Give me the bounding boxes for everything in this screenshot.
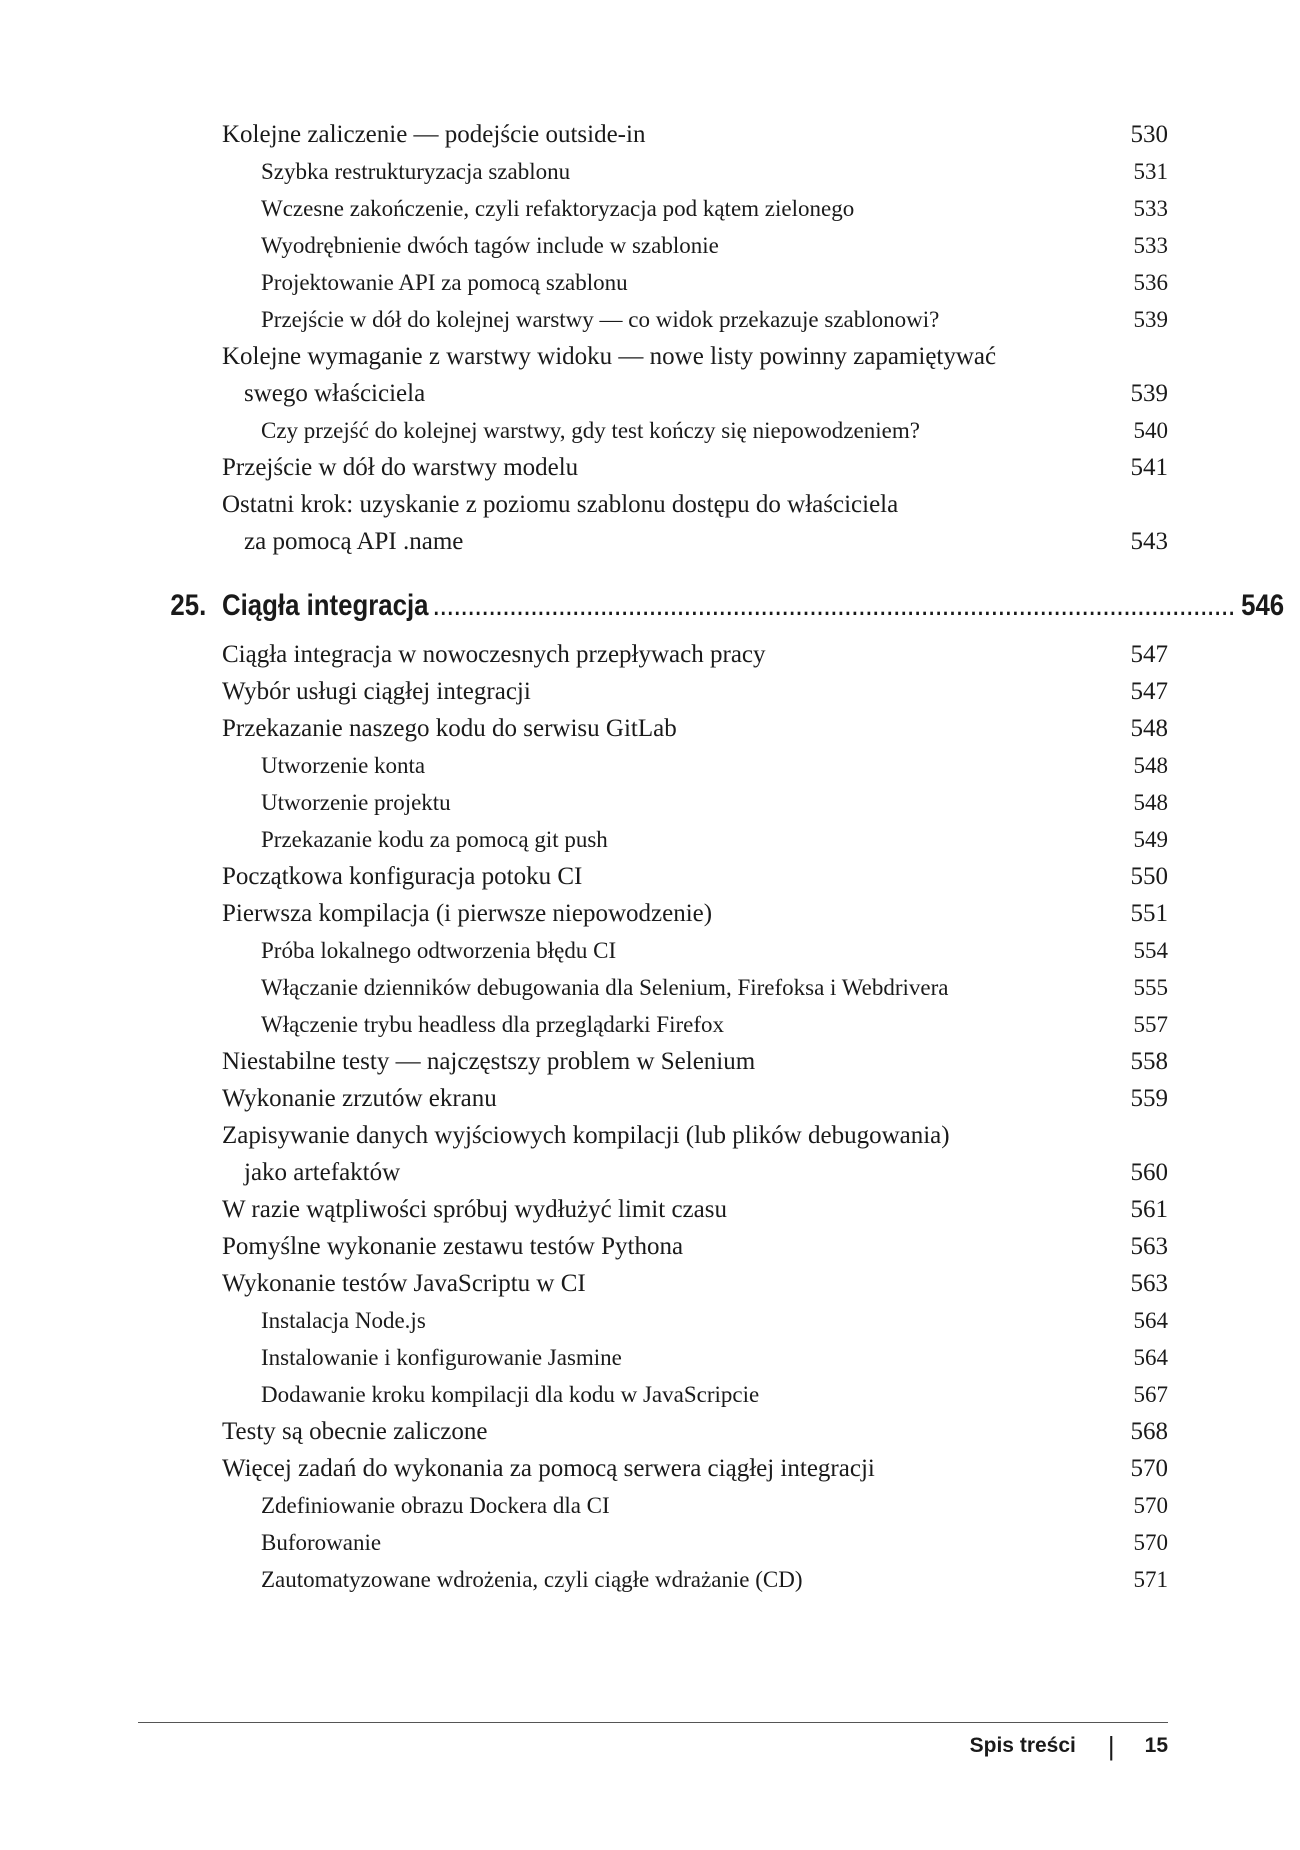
table-of-contents: [170, 116, 1285, 1598]
toc-entry-title-text: Zdefiniowanie obrazu Dockera dla CI: [261, 1493, 610, 1518]
toc-entry-page-number: 554: [1133, 938, 1168, 963]
chapter-heading: [170, 576, 1285, 636]
toc-entry: [222, 1228, 1168, 1265]
toc-entry: [222, 1080, 1168, 1117]
toc-entry-title-text: Próba lokalnego odtworzenia błędu CI: [261, 938, 617, 963]
toc-entry: [222, 486, 1168, 560]
toc-entry-title-text: Instalacja Node.js: [261, 1308, 426, 1333]
toc-entry-page-number: 531: [1133, 159, 1168, 184]
toc-entry-title: [222, 1450, 1168, 1487]
toc-entry-page-number: 548: [1133, 790, 1168, 815]
toc-entry-title-text: Utworzenie konta: [261, 753, 426, 778]
toc-subentry: [222, 821, 1168, 858]
toc-entry: [222, 636, 1168, 673]
toc-entries-top: [222, 116, 1168, 560]
toc-entry-title: [222, 1080, 1168, 1117]
chapter-number: 25.: [170, 589, 207, 622]
toc-entry-title-text: Kolejne zaliczenie — podejście outside-in: [222, 121, 646, 148]
chapter-row: [222, 576, 1285, 638]
toc-entry-page-number: 533: [1133, 233, 1168, 258]
toc-entry-title-text: Wykonanie zrzutów ekranu: [222, 1085, 497, 1112]
toc-entry-title-text: Wyodrębnienie dwóch tagów include w szablonie: [261, 233, 719, 258]
toc-entry-title: [261, 932, 1168, 969]
toc-subentry: [222, 301, 1168, 338]
toc-entry-page-number: 533: [1133, 196, 1168, 221]
toc-entry-page-number: 568: [1130, 1418, 1168, 1445]
toc-entry-page-number: 539: [1133, 307, 1168, 332]
toc-entry-page-number: 548: [1133, 753, 1168, 778]
toc-subentry: [222, 1524, 1168, 1561]
toc-entry-page-number: 559: [1130, 1085, 1168, 1112]
footer-page-number: 15: [1144, 1734, 1168, 1757]
toc-entry-title-text: Początkowa konfiguracja potoku CI: [222, 863, 583, 890]
toc-entry-title-continuation: swego właściciela: [244, 380, 426, 407]
toc-subentry: [222, 264, 1168, 301]
toc-entry-title-text: Przekazanie naszego kodu do serwisu GitLab: [222, 715, 677, 742]
dot-leader: ...................................................................................................................: [433, 595, 1236, 620]
footer-rule: [138, 1722, 1168, 1723]
toc-entry-page-number: 557: [1133, 1012, 1168, 1037]
toc-entry-page-number: 563: [1130, 1233, 1168, 1260]
toc-entry-page-number: 558: [1130, 1048, 1168, 1075]
toc-entry-title: [222, 449, 1168, 486]
toc-entry-title: [261, 190, 1168, 227]
toc-entry: [222, 710, 1168, 747]
toc-subentry: [222, 784, 1168, 821]
toc-entry-page-number: 570: [1133, 1530, 1168, 1555]
toc-entry-title-text: Zapisywanie danych wyjściowych kompilacji (lub plików debugowania): [222, 1122, 950, 1149]
toc-entry-title: [222, 1265, 1168, 1302]
toc-entry: [222, 1117, 1168, 1191]
toc-entry: [222, 116, 1168, 153]
toc-entry-page-number: 563: [1130, 1270, 1168, 1297]
toc-entry-title: [261, 969, 1168, 1006]
toc-entry-page-number: 536: [1133, 270, 1168, 295]
toc-subentry: [222, 412, 1168, 449]
page-footer: [970, 1726, 1168, 1766]
toc-entry-title-continuation: za pomocą API .name: [244, 528, 464, 555]
toc-entry-title: [261, 1302, 1168, 1339]
toc-entry-title-text: Pomyślne wykonanie zestawu testów Pythona: [222, 1233, 684, 1260]
toc-entry: [222, 1450, 1168, 1487]
toc-entry-page-number: 551: [1130, 900, 1168, 927]
toc-entry-title: [261, 821, 1168, 858]
toc-entry-title: [222, 1191, 1168, 1228]
toc-subentry: [222, 1339, 1168, 1376]
toc-subentry: [222, 1376, 1168, 1413]
toc-entry-title: [261, 1487, 1168, 1524]
toc-entry-title-text: Szybka restrukturyzacja szablonu: [261, 159, 571, 184]
toc-entry-title: [222, 673, 1168, 710]
toc-entry-title-text: Utworzenie projektu: [261, 790, 451, 815]
toc-subentry: [222, 1302, 1168, 1339]
chapter-page-number: 546: [1241, 589, 1285, 622]
toc-entry: [222, 449, 1168, 486]
toc-entry-title: [222, 1043, 1168, 1080]
toc-entry-page-number: 543: [1130, 528, 1168, 555]
toc-entry-title-text: Pierwsza kompilacja (i pierwsze niepowodzenie): [222, 900, 713, 927]
toc-subentry: [222, 1561, 1168, 1598]
footer-separator: |: [1107, 1730, 1115, 1761]
toc-subentry: [222, 1006, 1168, 1043]
toc-entry-title: [222, 1117, 1168, 1191]
toc-entry-title: [261, 227, 1168, 264]
toc-entry-title-text: Ciągła integracja w nowoczesnych przepływach pracy: [222, 641, 766, 668]
toc-subentry: [222, 153, 1168, 190]
toc-entry-page-number: 539: [1130, 380, 1168, 407]
toc-entry: [222, 1265, 1168, 1302]
toc-entry-title: [261, 1561, 1168, 1598]
toc-entry-title-text: Zautomatyzowane wdrożenia, czyli ciągłe wdrażanie (CD): [261, 1567, 803, 1592]
toc-entry-page-number: 549: [1133, 827, 1168, 852]
toc-entry: [222, 673, 1168, 710]
toc-entry: [222, 1043, 1168, 1080]
toc-subentry: [222, 1487, 1168, 1524]
toc-entry-title: [261, 264, 1168, 301]
toc-entry-title: [222, 636, 1168, 673]
toc-entry: [222, 338, 1168, 412]
toc-entry-title: [261, 1376, 1168, 1413]
toc-entry-title-continuation: jako artefaktów: [244, 1159, 401, 1186]
toc-entry-title: [222, 116, 1168, 153]
footer-section-title: Spis treści: [969, 1734, 1076, 1757]
toc-entry-title: [261, 1339, 1168, 1376]
toc-entry-page-number: 547: [1130, 678, 1168, 705]
toc-entry-page-number: 550: [1130, 863, 1168, 890]
toc-entry-page-number: 541: [1130, 454, 1168, 481]
toc-entry-title: [261, 784, 1168, 821]
toc-entry: [222, 895, 1168, 932]
toc-entry-page-number: 540: [1133, 418, 1168, 443]
toc-entry-title: [222, 858, 1168, 895]
toc-subentry: [222, 969, 1168, 1006]
toc-entry-title-text: Czy przejść do kolejnej warstwy, gdy test kończy się niepowodzeniem?: [261, 418, 920, 443]
toc-entry-title: [261, 1006, 1168, 1043]
toc-entry-title-text: Instalowanie i konfigurowanie Jasmine: [261, 1345, 622, 1370]
toc-entry-title-text: Przejście w dół do warstwy modelu: [222, 454, 579, 481]
toc-entry-title-text: Więcej zadań do wykonania za pomocą serwera ciągłej integracji: [222, 1455, 875, 1482]
toc-entry-title: [261, 301, 1168, 338]
toc-entry-title-text: Wykonanie testów JavaScriptu w CI: [222, 1270, 586, 1297]
toc-subentry: [222, 747, 1168, 784]
toc-entry-title: [222, 710, 1168, 747]
toc-entry-page-number: 571: [1133, 1567, 1168, 1592]
toc-entry-title-text: Ostatni krok: uzyskanie z poziomu szablonu dostępu do właściciela: [222, 491, 899, 518]
toc-entry-title-text: Wczesne zakończenie, czyli refaktoryzacja pod kątem zielonego: [261, 196, 855, 221]
toc-entry-title-text: Kolejne wymaganie z warstwy widoku — nowe listy powinny zapamiętywać: [222, 343, 997, 370]
toc-entry-page-number: 561: [1130, 1196, 1168, 1223]
toc-entry-title: [261, 747, 1168, 784]
toc-entry-page-number: 560: [1130, 1159, 1168, 1186]
toc-subentry: [222, 932, 1168, 969]
toc-entry-page-number: 548: [1130, 715, 1168, 742]
toc-entry-title-text: Testy są obecnie zaliczone: [222, 1418, 488, 1445]
toc-entry-title-text: Włączanie dzienników debugowania dla Selenium, Firefoksa i Webdrivera: [261, 975, 949, 1000]
toc-subentry: [222, 227, 1168, 264]
toc-entry: [222, 1191, 1168, 1228]
toc-entry-title-text: Wybór usługi ciągłej integracji: [222, 678, 531, 705]
toc-entry-title-text: Włączenie trybu headless dla przeglądarki Firefox: [261, 1012, 724, 1037]
toc-entry-title: [261, 1524, 1168, 1561]
toc-entry-page-number: 530: [1130, 121, 1168, 148]
toc-entry-title-text: W razie wątpliwości spróbuj wydłużyć limit czasu: [222, 1196, 727, 1223]
toc-entries-chapter: [222, 636, 1168, 1598]
toc-entry-page-number: 547: [1130, 641, 1168, 668]
toc-entry-title: [222, 1228, 1168, 1265]
toc-entry-title-text: Projektowanie API za pomocą szablonu: [261, 270, 628, 295]
toc-entry-title-text: Przekazanie kodu za pomocą git push: [261, 827, 608, 852]
toc-subentry: [222, 190, 1168, 227]
toc-entry-title: [222, 338, 1168, 412]
toc-entry-title: [222, 895, 1168, 932]
toc-entry-title-text: Dodawanie kroku kompilacji dla kodu w JavaScripcie: [261, 1382, 760, 1407]
toc-entry-title-text: Niestabilne testy — najczęstszy problem w Selenium: [222, 1048, 756, 1075]
chapter-title: Ciągła integracja: [222, 589, 429, 622]
toc-entry-title: [261, 412, 1168, 449]
toc-entry-page-number: 570: [1133, 1493, 1168, 1518]
toc-entry-page-number: 567: [1133, 1382, 1168, 1407]
toc-entry-title: [222, 486, 1168, 560]
toc-entry-page-number: 570: [1130, 1455, 1168, 1482]
toc-entry-title-text: Przejście w dół do kolejnej warstwy — co widok przekazuje szablonowi?: [261, 307, 940, 332]
toc-entry-title: [261, 153, 1168, 190]
toc-entry: [222, 858, 1168, 895]
toc-entry-title: [222, 1413, 1168, 1450]
toc-entry-page-number: 564: [1133, 1345, 1168, 1370]
toc-entry-page-number: 555: [1133, 975, 1168, 1000]
toc-entry: [222, 1413, 1168, 1450]
toc-entry-title-text: Buforowanie: [261, 1530, 382, 1555]
toc-entry-page-number: 564: [1133, 1308, 1168, 1333]
